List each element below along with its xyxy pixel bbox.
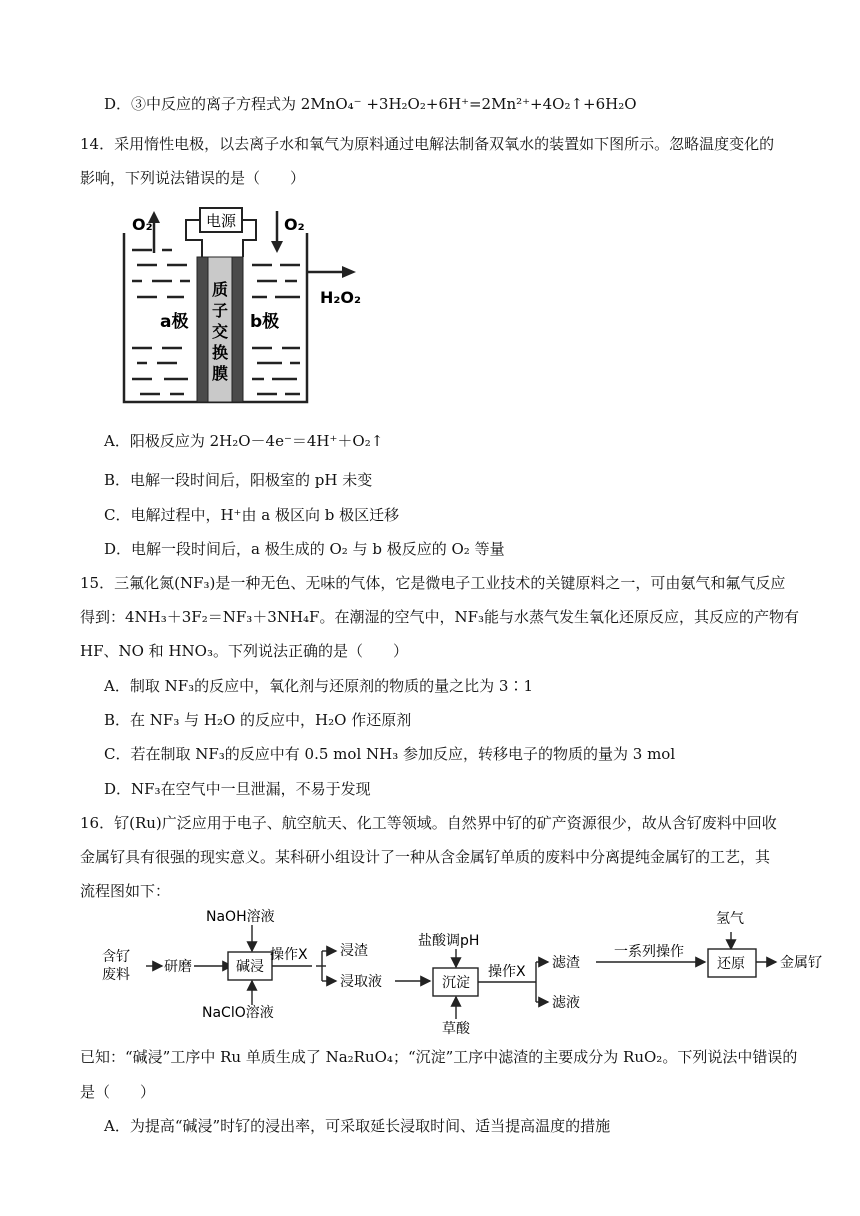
series-operations-label: 一系列操作 <box>614 944 684 960</box>
hcl-ph-label: 盐酸调pH <box>418 933 480 949</box>
precipitate-label: 沉淀 <box>442 975 470 991</box>
hydrogen-label: 氢气 <box>716 911 744 927</box>
alkali-leach-label: 碱浸 <box>236 959 264 975</box>
oxalic-acid-label: 草酸 <box>442 1021 470 1037</box>
q14-option-a: A．阳极反应为 2H₂O－4e⁻＝4H⁺＋O₂↑ <box>104 432 384 450</box>
membrane-char-1: 质 <box>211 280 229 299</box>
q15-option-d: D．NF₃在空气中一旦泄漏，不易于发现 <box>104 780 371 798</box>
q15-option-a: A．制取 NF₃的反应中，氧化剂与还原剂的物质的量之比为 3∶1 <box>104 677 534 695</box>
q15-option-c: C．若在制取 NF₃的反应中有 0.5 mol NH₃ 参加反应，转移电子的物质的量为 3 mol <box>104 745 676 763</box>
q16-stem-line-2: 金属钌具有很强的现实意义。某科研小组设计了一种从含金属钌单质的废料中分离提纯金属钌的工艺，其 <box>80 848 771 866</box>
q16-known-line-1: 已知：“碱浸”工序中 Ru 单质生成了 Na₂RuO₄；“沉淀”工序中滤渣的主要成分为 RuO₂。下列说法中错误的 <box>80 1048 798 1066</box>
leachate-label: 浸取液 <box>340 974 382 990</box>
q15-stem-line-2: 得到：4NH₃＋3F₂＝NF₃＋3NH₄F。在潮湿的空气中，NF₃能与水蒸气发生氧化还原反应，其反应的产物有 <box>80 608 799 626</box>
ruthenium-flowchart <box>100 905 845 1040</box>
a-pole-label: a极 <box>160 312 189 332</box>
h2o2-label: H₂O₂ <box>320 288 362 307</box>
reduce-label: 还原 <box>717 956 745 972</box>
q16-option-a: A．为提高“碱浸”时钌的浸出率，可采取延长浸取时间、适当提高温度的措施 <box>104 1117 611 1135</box>
electrode-a <box>197 257 208 402</box>
op-x-label-2: 操作X <box>488 964 526 980</box>
q14-option-d: D．电解一段时间后，a 极生成的 O₂ 与 b 极反应的 O₂ 等量 <box>104 540 505 558</box>
q15-stem-line-1: 15．三氟化氮(NF₃)是一种无色、无味的气体，它是微电子工业技术的关键原料之一，可由氨气和氟气反应 <box>80 574 786 592</box>
membrane-char-2: 子 <box>211 301 229 320</box>
membrane-char-3: 交 <box>211 322 229 341</box>
q15-stem-line-3: HF、NO 和 HNO₃。下列说法正确的是（ ） <box>80 642 408 660</box>
b-pole-label: b极 <box>250 312 280 332</box>
filter-residue-label: 滤渣 <box>552 955 580 971</box>
electrolysis-diagram <box>112 205 377 410</box>
q14-stem-line-2: 影响，下列说法错误的是（ ） <box>80 169 306 187</box>
q16-known-line-2: 是（ ） <box>80 1083 156 1101</box>
raw-material-label-1: 含钌 <box>102 949 130 965</box>
grind-label: 研磨 <box>164 959 192 975</box>
ru-metal-label: 金属钌 <box>780 955 822 971</box>
q16-stem-line-1: 16．钌(Ru)广泛应用于电子、航空航天、化工等领域。自然界中钌的矿产资源很少，故从含钌废料中回收 <box>80 814 777 832</box>
naclo-label: NaClO溶液 <box>202 1005 274 1021</box>
q14-option-b: B．电解一段时间后，阳极室的 pH 未变 <box>104 471 373 489</box>
q13-option-d: D．③中反应的离子方程式为 2MnO₄⁻ +3H₂O₂+6H⁺=2Mn²⁺+4O₂↑+6H₂O <box>104 95 637 113</box>
q14-stem-line-1: 14．采用惰性电极，以去离子水和氧气为原料通过电解法制备双氧水的装置如下图所示。忽略温度变化的 <box>80 135 775 153</box>
op-x-label-1: 操作X <box>270 947 308 963</box>
membrane-char-5: 膜 <box>211 364 229 383</box>
q16-stem-line-3: 流程图如下： <box>80 882 171 900</box>
filtrate-label: 滤液 <box>552 995 580 1011</box>
q14-option-c: C．电解过程中，H⁺由 a 极区向 b 极区迁移 <box>104 506 400 524</box>
naoh-label: NaOH溶液 <box>206 909 275 925</box>
power-supply-label: 电源 <box>205 212 237 230</box>
q15-option-b: B．在 NF₃ 与 H₂O 的反应中，H₂O 作还原剂 <box>104 711 412 729</box>
residue-label: 浸渣 <box>340 943 368 959</box>
o2-right-label: O₂ <box>284 215 305 234</box>
membrane-char-4: 换 <box>211 343 229 362</box>
o2-left-label: O₂ <box>132 215 153 234</box>
raw-material-label-2: 废料 <box>102 967 130 983</box>
electrode-b <box>232 257 243 402</box>
